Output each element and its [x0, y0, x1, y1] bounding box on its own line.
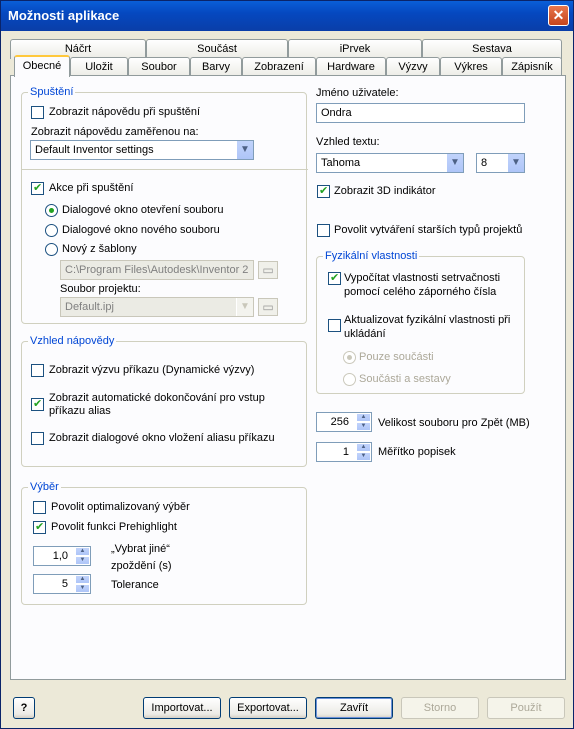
- text-look-label: Vzhled textu:: [316, 136, 380, 148]
- update-on-save-checkbox[interactable]: [328, 319, 341, 332]
- compute-inertia-checkbox[interactable]: [328, 272, 341, 285]
- radio-template-label: Nový z šablony: [62, 243, 137, 255]
- legacy-projects-checkbox[interactable]: [317, 224, 330, 237]
- radio-parts-only[interactable]: [343, 351, 356, 364]
- cancel-button[interactable]: Storno: [401, 697, 479, 719]
- legacy-projects-label: Povolit vytváření starších typů projektů: [334, 224, 523, 236]
- chevron-down-icon[interactable]: ▼: [236, 298, 253, 316]
- tolerance-stepper[interactable]: [33, 574, 91, 594]
- annotation-scale-label: Měřítko popisek: [378, 446, 456, 458]
- help-icon[interactable]: ?: [13, 697, 35, 719]
- divider: [22, 169, 308, 170]
- tab-panel-general: [10, 75, 566, 680]
- alias-autocomplete-checkbox[interactable]: [31, 398, 44, 411]
- annotation-scale-stepper[interactable]: [316, 442, 372, 462]
- delay-value: 1,0: [52, 550, 68, 562]
- startup-action-label: Akce při spuštění: [49, 182, 134, 194]
- prehighlight-checkbox[interactable]: [33, 521, 46, 534]
- show-3d-indicator-label: Zobrazit 3D indikátor: [334, 185, 436, 197]
- physical-properties-group: [316, 250, 525, 394]
- prehighlight-label: Povolit funkci Prehighlight: [51, 521, 177, 533]
- parts-only-label: Pouze součásti: [359, 351, 434, 363]
- alias-dialog-checkbox[interactable]: [31, 432, 44, 445]
- spin-up-icon[interactable]: ▲: [75, 575, 90, 584]
- undo-size-stepper[interactable]: [316, 412, 372, 432]
- annotation-scale-value: 1: [342, 446, 349, 458]
- tolerance-label: Tolerance: [111, 579, 159, 591]
- tab-general[interactable]: Obecné: [14, 55, 70, 77]
- help-focus-value: Default Inventor settings: [35, 144, 154, 156]
- spin-up-icon[interactable]: ▲: [356, 413, 371, 422]
- chevron-down-icon[interactable]: ▼: [507, 154, 524, 172]
- dynamic-prompts-checkbox[interactable]: [31, 364, 44, 377]
- startup-group: [21, 86, 307, 324]
- undo-size-value: 256: [330, 416, 349, 428]
- physical-legend: Fyzikální vlastnosti: [325, 250, 418, 262]
- radio-new-file-dialog[interactable]: [45, 224, 58, 237]
- update-on-save-label: Aktualizovat fyzikální vlastnosti při ukládání: [344, 314, 511, 340]
- parts-assemblies-label: Součásti a sestavy: [359, 373, 451, 385]
- delay-label: „Vybrat jiné“ zpoždění (s): [111, 543, 172, 572]
- help-look-legend: Vzhled nápovědy: [30, 335, 115, 347]
- username-input[interactable]: Ondra: [316, 103, 525, 123]
- radio-open-file-dialog[interactable]: [45, 204, 58, 217]
- font-size-select[interactable]: [476, 153, 525, 173]
- spin-down-icon[interactable]: ▼: [75, 584, 90, 593]
- chevron-down-icon[interactable]: ▼: [236, 141, 253, 159]
- tab-colors[interactable]: Barvy: [190, 57, 242, 77]
- show-3d-indicator-checkbox[interactable]: [317, 185, 330, 198]
- folder-browse-icon[interactable]: ▭: [258, 298, 278, 316]
- spin-down-icon[interactable]: ▼: [356, 452, 371, 461]
- tab-sketch[interactable]: Náčrt: [10, 39, 146, 59]
- radio-new-from-template[interactable]: [45, 243, 58, 256]
- optimized-selection-checkbox[interactable]: [33, 501, 46, 514]
- help-focus-select[interactable]: [30, 140, 254, 160]
- apply-button[interactable]: Použít: [487, 697, 565, 719]
- font-value: Tahoma: [321, 157, 361, 169]
- alias-autocomplete-label: Zobrazit automatické dokončování pro vstup příkazu alias: [49, 392, 265, 417]
- export-button[interactable]: Exportovat...: [229, 697, 307, 719]
- dynamic-prompts-label: Zobrazit výzvu příkazu (Dynamické výzvy): [49, 364, 255, 376]
- folder-browse-icon[interactable]: ▭: [258, 261, 278, 279]
- spin-up-icon[interactable]: ▲: [356, 443, 371, 452]
- tab-notebook[interactable]: Zápisník: [502, 57, 562, 77]
- project-file-value: Default.ipj: [65, 301, 114, 313]
- tab-assembly[interactable]: Sestava: [422, 39, 562, 59]
- compute-inertia-label: Vypočítat vlastnosti setrvačnosti pomocí celého záporného čísla: [344, 272, 501, 298]
- import-button[interactable]: Importovat...: [143, 697, 221, 719]
- project-file-select[interactable]: [60, 297, 254, 317]
- spin-down-icon[interactable]: ▼: [356, 422, 371, 431]
- undo-size-label: Velikost souboru pro Zpět (MB): [378, 417, 530, 429]
- tab-hardware[interactable]: Hardware: [316, 57, 386, 77]
- startup-action-checkbox[interactable]: [31, 182, 44, 195]
- tab-ifeature[interactable]: iPrvek: [288, 39, 422, 59]
- font-size-value: 8: [481, 157, 488, 169]
- select-other-delay-stepper[interactable]: [33, 546, 91, 566]
- help-look-group: [21, 335, 307, 467]
- tab-save[interactable]: Uložit: [70, 57, 128, 77]
- selection-group: [21, 481, 307, 605]
- radio-parts-and-assemblies[interactable]: [343, 373, 356, 386]
- tab-prompts[interactable]: Výzvy: [386, 57, 440, 77]
- chevron-down-icon[interactable]: ▼: [446, 154, 463, 172]
- window-title: Možnosti aplikace: [8, 8, 120, 23]
- optimized-selection-label: Povolit optimalizovaný výběr: [51, 501, 190, 513]
- close-window-button[interactable]: ✕: [548, 5, 569, 26]
- template-path-input[interactable]: C:\Program Files\Autodesk\Inventor 2: [60, 260, 254, 280]
- tab-file[interactable]: Soubor: [128, 57, 190, 77]
- show-help-checkbox[interactable]: [31, 106, 44, 119]
- spin-up-icon[interactable]: ▲: [75, 547, 90, 556]
- font-select[interactable]: [316, 153, 464, 173]
- startup-legend: Spuštění: [30, 86, 74, 98]
- show-help-label: Zobrazit nápovědu při spuštění: [49, 106, 201, 118]
- alias-dialog-label: Zobrazit dialogové okno vložení aliasu příkazu: [49, 432, 275, 444]
- tab-display[interactable]: Zobrazení: [242, 57, 316, 77]
- spin-down-icon[interactable]: ▼: [75, 556, 90, 565]
- tab-drawing[interactable]: Výkres: [440, 57, 502, 77]
- project-file-label: Soubor projektu:: [60, 283, 141, 295]
- selection-legend: Výběr: [30, 481, 59, 493]
- radio-new-label: Dialogové okno nového souboru: [62, 224, 220, 236]
- username-label: Jméno uživatele:: [316, 87, 399, 99]
- radio-open-label: Dialogové okno otevření souboru: [62, 204, 224, 216]
- title-bar: [1, 1, 573, 31]
- close-button[interactable]: Zavřít: [315, 697, 393, 719]
- tolerance-value: 5: [61, 578, 68, 590]
- help-focus-label: Zobrazit nápovědu zaměřenou na:: [31, 126, 199, 138]
- tab-part[interactable]: Součást: [146, 39, 288, 59]
